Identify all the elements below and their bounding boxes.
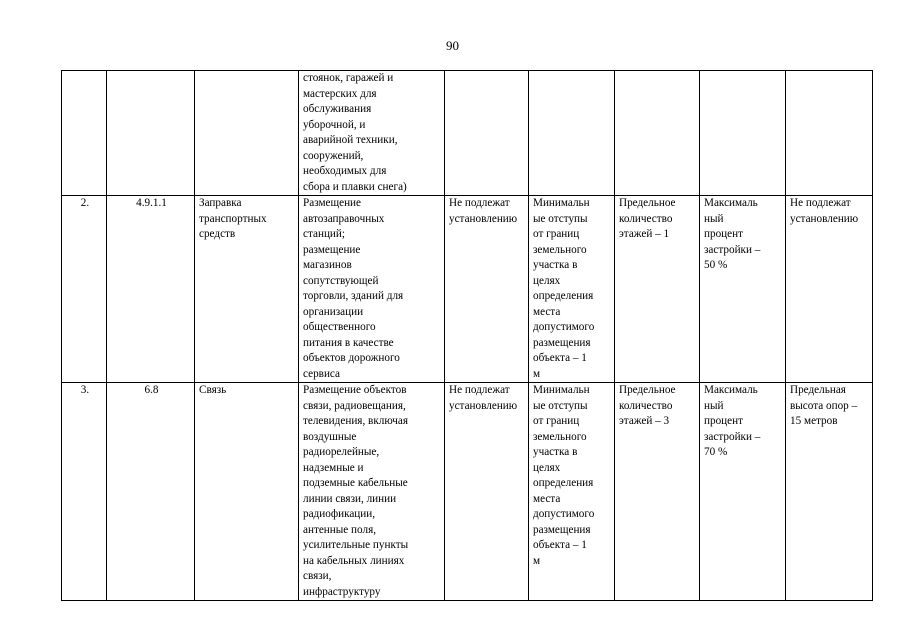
row-number-cell <box>62 71 107 196</box>
extra-parameter-cell <box>786 71 873 196</box>
floors-cell: Предельное количество этажей – 1 <box>615 196 700 383</box>
parameter-cell <box>445 71 529 196</box>
extra-parameter-cell: Предельная высота опор – 15 метров <box>786 383 873 601</box>
parameter-cell: Не подлежат установлению <box>445 383 529 601</box>
setback-cell <box>529 71 615 196</box>
coverage-cell <box>700 71 786 196</box>
description-cell: Размещение объектов связи, радиовещания, телевидения, включая воздушные радиорелейные, надземные и подземные кабельные линии связи, линии радиофикации, антенные поля, усилительные пункты на кабельных линиях связи, инфраструктуру <box>299 383 445 601</box>
table-row <box>62 383 873 601</box>
row-number-cell: 3. <box>62 383 107 601</box>
parameter-cell: Не подлежат установлению <box>445 196 529 383</box>
table-row <box>62 196 873 383</box>
table-row <box>62 71 873 196</box>
page-number: 90 <box>446 38 459 53</box>
description-cell: стоянок, гаражей и мастерских для обслуживания уборочной, и аварийной техники, сооружений, необходимых для сбора и плавки снега) <box>299 71 445 196</box>
floors-cell: Предельное количество этажей – 3 <box>615 383 700 601</box>
row-number-cell: 2. <box>62 196 107 383</box>
name-cell: Заправка транспортных средств <box>195 196 299 383</box>
code-cell: 4.9.1.1 <box>107 196 195 383</box>
code-cell: 6.8 <box>107 383 195 601</box>
name-cell <box>195 71 299 196</box>
code-cell <box>107 71 195 196</box>
zoning-table <box>61 70 873 601</box>
extra-parameter-cell: Не подлежат установлению <box>786 196 873 383</box>
coverage-cell: Максималь ный процент застройки – 50 % <box>700 196 786 383</box>
setback-cell: Минимальн ые отступы от границ земельного участка в целях определения места допустимого размещения объекта – 1 м <box>529 383 615 601</box>
coverage-cell: Максималь ный процент застройки – 70 % <box>700 383 786 601</box>
setback-cell: Минимальн ые отступы от границ земельного участка в целях определения места допустимого размещения объекта – 1 м <box>529 196 615 383</box>
floors-cell <box>615 71 700 196</box>
description-cell: Размещение автозаправочных станций; размещение магазинов сопутствующей торговли, зданий для организации общественного питания в качестве объектов дорожного сервиса <box>299 196 445 383</box>
name-cell: Связь <box>195 383 299 601</box>
